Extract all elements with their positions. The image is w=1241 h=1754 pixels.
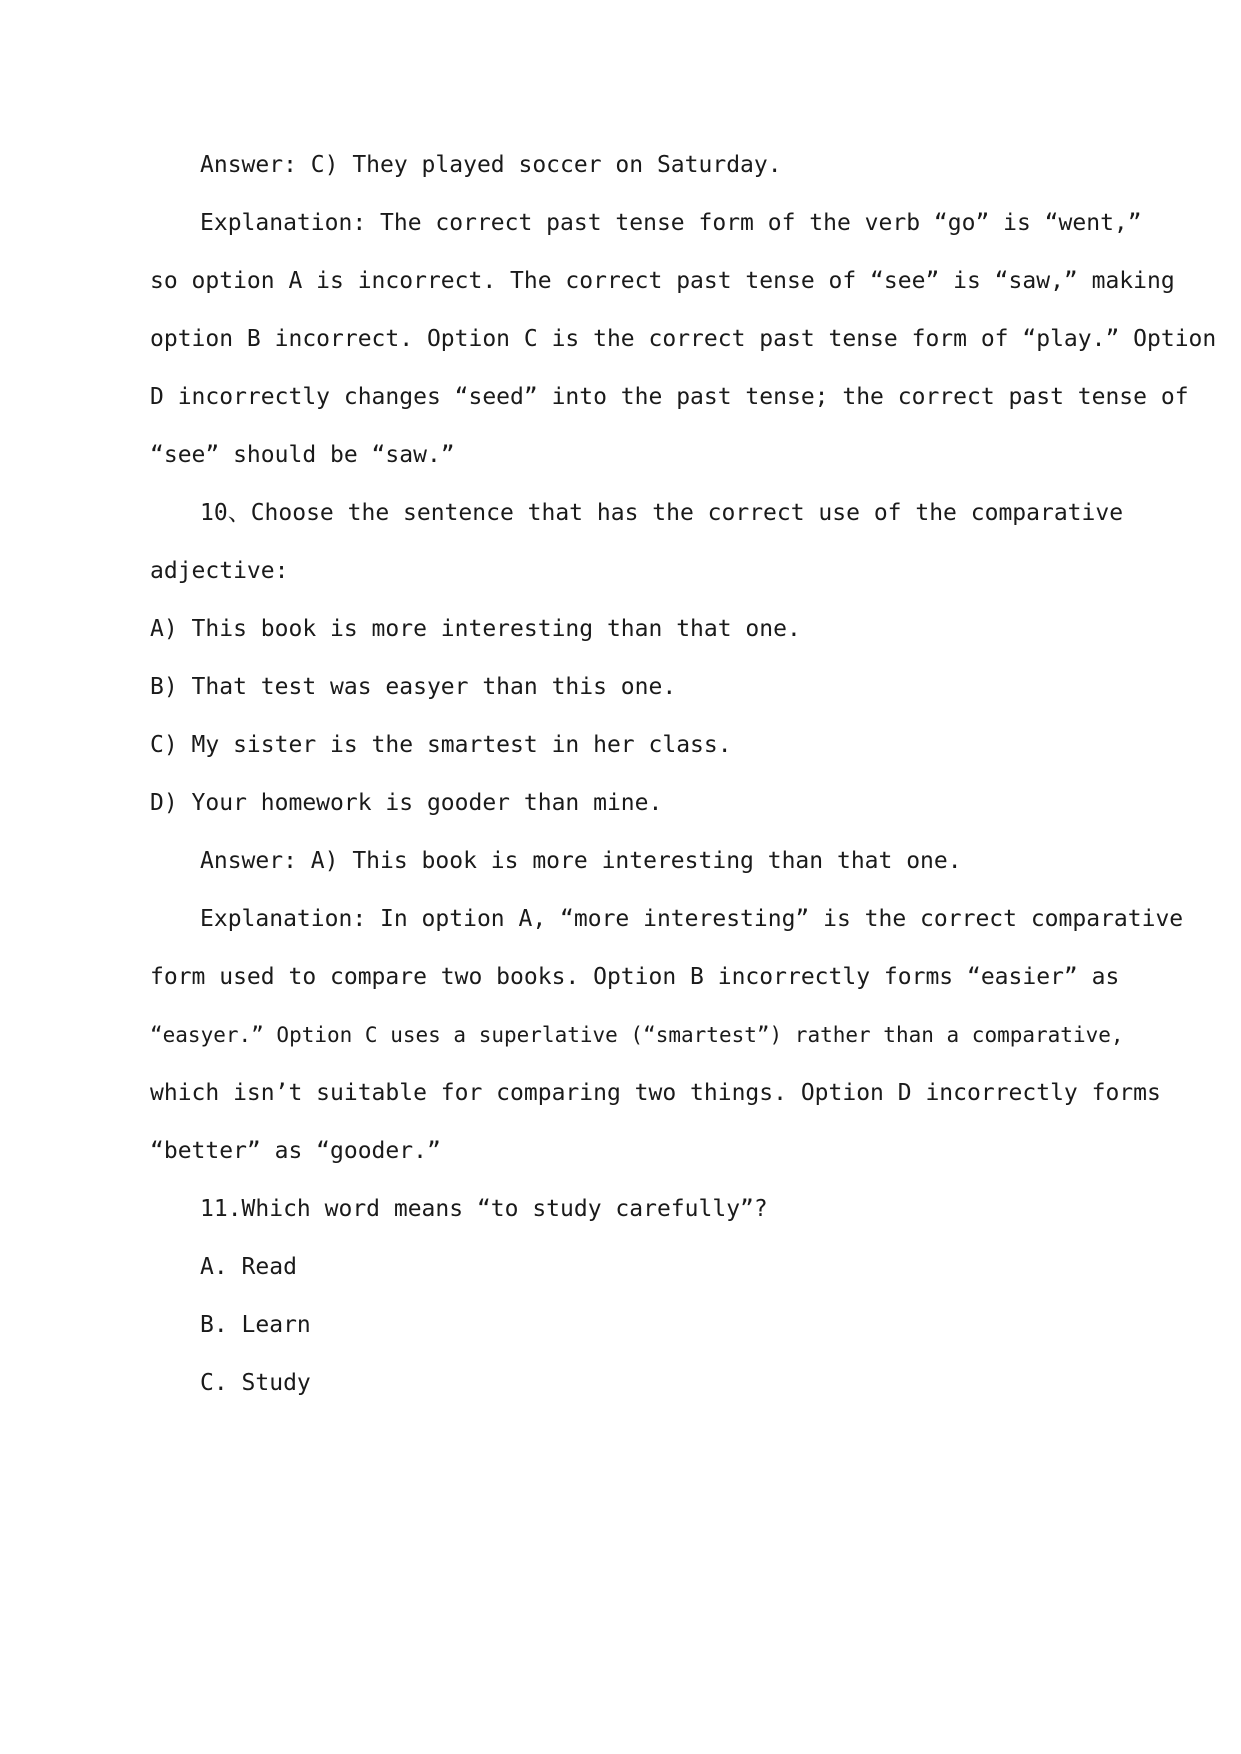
explanation-q10-line-3: “easyer.” Option C uses a superlative (“smartest”) rather than a comparative,	[150, 1023, 1124, 1047]
option-10-d: D) Your homework is gooder than mine.	[150, 790, 663, 816]
explanation-q9-line-5: “see” should be “saw.”	[150, 442, 455, 468]
explanation-q9-line-1: Explanation: The correct past tense form of the verb “go” is “went,”	[200, 210, 1142, 236]
answer-line-q10: Answer: A) This book is more interesting than that one.	[200, 848, 962, 874]
question-11: 11.Which word means “to study carefully”?	[200, 1196, 768, 1222]
option-10-b: B) That test was easyer than this one.	[150, 674, 677, 700]
explanation-q10-line-2: form used to compare two books. Option B incorrectly forms “easier” as	[150, 964, 1120, 990]
question-10-line-2: adjective:	[150, 558, 289, 584]
question-10-line-1: 10、Choose the sentence that has the correct use of the comparative	[200, 500, 1124, 526]
option-10-c: C) My sister is the smartest in her class.	[150, 732, 732, 758]
option-11-b: B. Learn	[200, 1312, 311, 1338]
explanation-q9-line-2: so option A is incorrect. The correct past tense of “see” is “saw,” making	[150, 268, 1175, 294]
option-11-a: A. Read	[200, 1254, 297, 1280]
explanation-q10-line-1: Explanation: In option A, “more interesting” is the correct comparative	[200, 906, 1184, 932]
explanation-q10-line-5: “better” as “gooder.”	[150, 1138, 441, 1164]
explanation-q9-line-4: D incorrectly changes “seed” into the past tense; the correct past tense of	[150, 384, 1189, 410]
explanation-q10-line-4: which isn’t suitable for comparing two things. Option D incorrectly forms	[150, 1080, 1161, 1106]
option-11-c: C. Study	[200, 1370, 311, 1396]
option-10-a: A) This book is more interesting than that one.	[150, 616, 801, 642]
explanation-q9-line-3: option B incorrect. Option C is the correct past tense form of “play.” Option	[150, 326, 1217, 352]
answer-line-q9: Answer: C) They played soccer on Saturday.	[200, 152, 782, 178]
